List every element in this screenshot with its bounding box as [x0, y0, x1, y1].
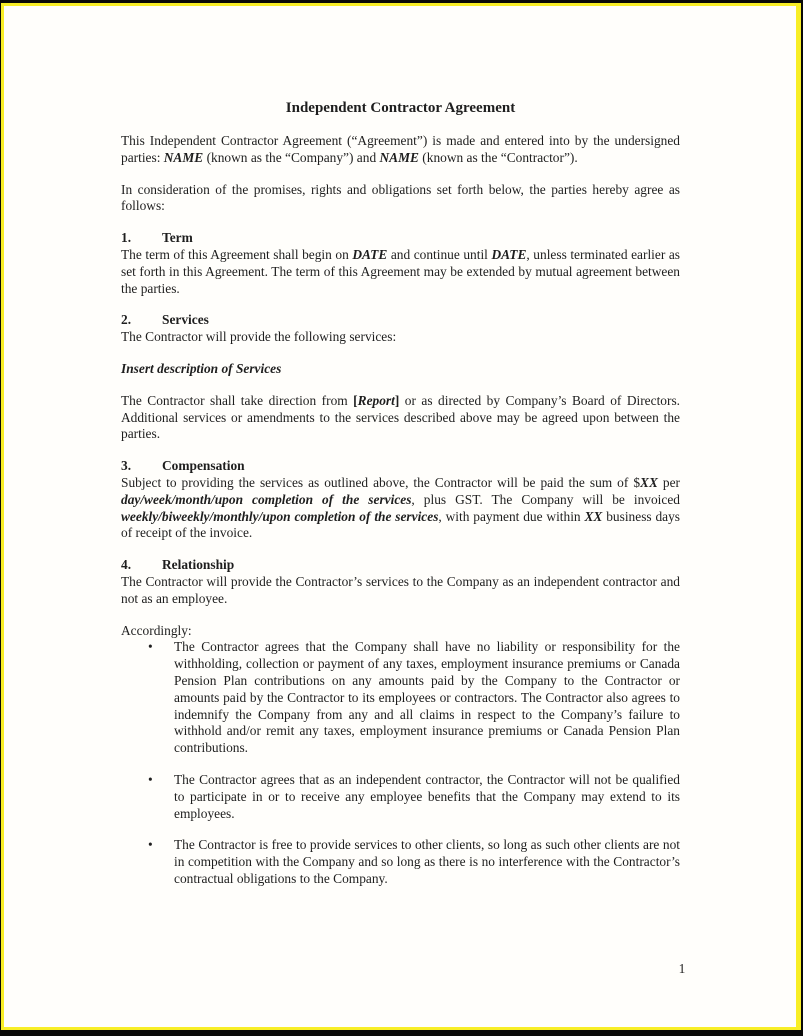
bullet-icon: •	[148, 837, 153, 853]
section-relationship-body: The Contractor will provide the Contractor’s services to the Company as an independent contractor and not as an employee.	[121, 573, 680, 606]
bullet-icon: •	[148, 639, 153, 655]
list-item	[121, 639, 680, 757]
document-title: Independent Contractor Agreement	[285, 100, 516, 116]
bullet-icon: •	[148, 771, 153, 787]
section-compensation-body: Subject to providing the services as outlined above, the Contractor will be paid the sum of $XX per day/week/month/upon completion of the services, plus GST. The Company will be invoiced weekly/biweekly/monthly/upon completion of the services, with payment due within XX business days of receipt of the invoice.	[121, 474, 681, 541]
consideration-paragraph: In consideration of the promises, rights and obligations set forth below, the parties hereby agree as follows:	[121, 181, 680, 214]
section-services-body: The Contractor shall take direction from [Report] or as directed by Company’s Board of Directors. Additional services or amendments to the services described above may be agreed upon between the parties.	[121, 392, 681, 442]
section-term-number: 1.	[121, 230, 132, 246]
document-page	[4, 6, 796, 1027]
services-description-placeholder: Insert description of Services	[121, 360, 282, 376]
bullet-text-other-clients: The Contractor is free to provide services to other clients, so long as such other clients are not in competition with the Company and so long as there is no interference with the Contractor’s contractual obligations to the Company.	[174, 837, 680, 886]
section-compensation-number: 3.	[121, 458, 132, 474]
intro-paragraph: This Independent Contractor Agreement (“Agreement”) is made and entered into by the undersigned parties: NAME (known as the “Company”) and NAME (known as the “Contractor”).	[121, 133, 680, 165]
section-compensation-heading	[121, 458, 680, 475]
section-relationship-title: Relationship	[162, 557, 235, 573]
section-services-heading	[121, 312, 680, 329]
section-services-intro: The Contractor will provide the following services:	[121, 329, 397, 345]
section-relationship-number: 4.	[121, 557, 132, 573]
section-compensation-title: Compensation	[162, 458, 245, 474]
section-services-number: 2.	[121, 312, 132, 328]
accordingly-label: Accordingly:	[121, 622, 192, 638]
page-number: 1	[678, 961, 686, 976]
list-item	[121, 837, 680, 887]
bullet-text-benefits: The Contractor agrees that as an independent contractor, the Contractor will not be qualified to participate in or to receive any employee benefits that the Company may extend to its employees.	[174, 771, 680, 821]
section-term-heading	[121, 230, 680, 247]
section-services-title: Services	[162, 312, 209, 328]
section-relationship-heading	[121, 557, 680, 574]
section-term-title: Term	[162, 230, 193, 246]
bullet-text-taxes: The Contractor agrees that the Company shall have no liability or responsibility for the withholding, collection or payment of any taxes, employment insurance premiums or Canada Pension Plan contributions on any amounts paid by the Company to the Contractor or amounts paid by the Contractor to its employees or contractors. The Contractor also agrees to indemnify the Company from any and all claims in respect to the Company’s failure to withhold and/or remit any taxes, employment insurance premiums or Canada Pension Plan contributions.	[174, 639, 680, 756]
list-item	[121, 772, 680, 822]
section-term-body: The term of this Agreement shall begin on DATE and continue until DATE, unless terminated earlier as set forth in this Agreement. The term of this Agreement may be extended by mutual agreement between the parties.	[121, 246, 680, 296]
